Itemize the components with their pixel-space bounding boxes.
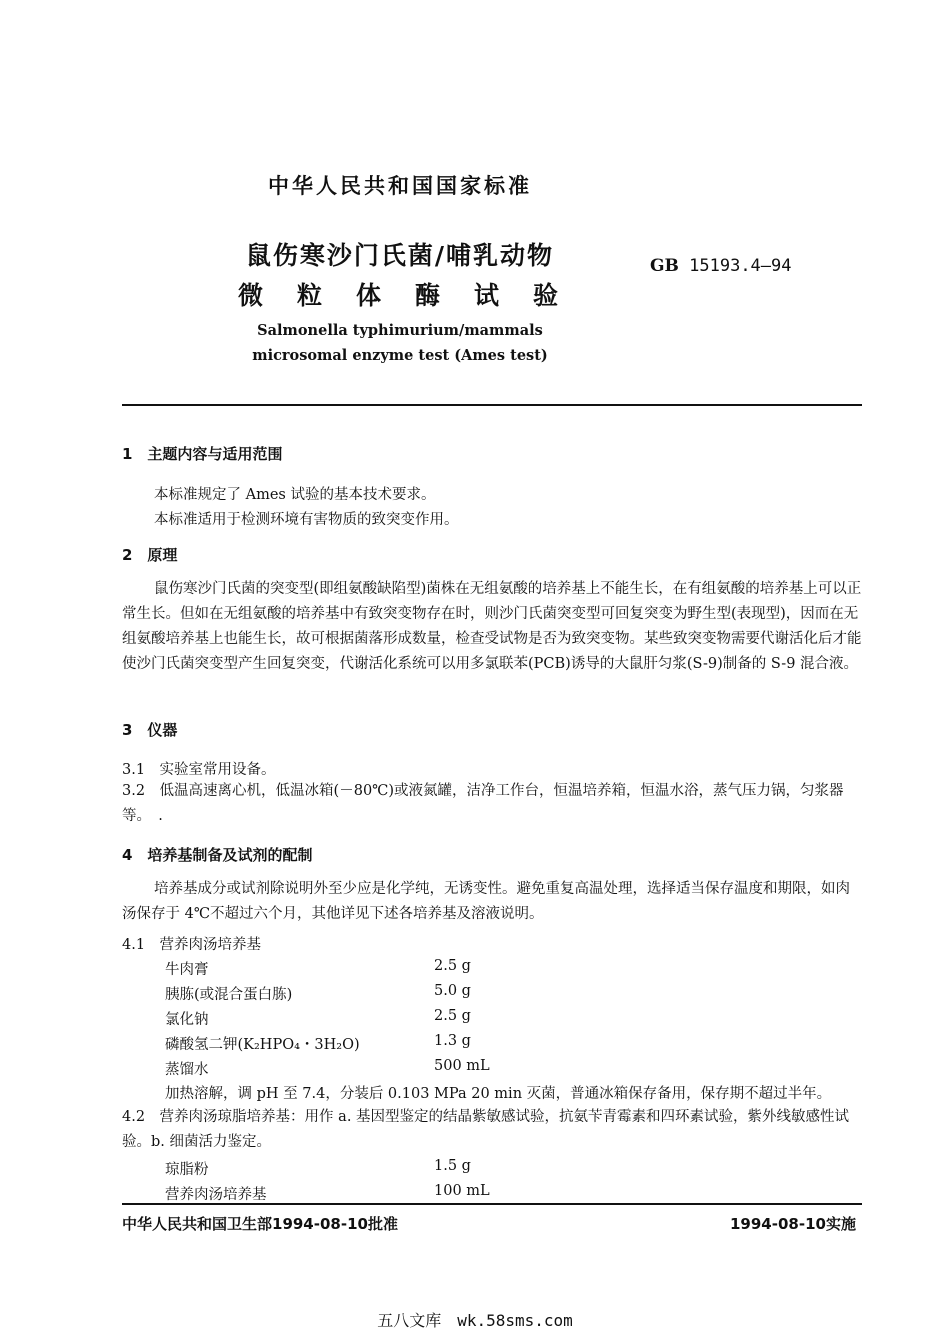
section-4-2-paragraph: 4.2 营养肉汤琼脂培养基：用作 a. 基因型鉴定的结晶紫敏感试验，抗氨苄青霉素和四环素试验，紫外线敏感性试验。b. 细菌活力鉴定。: [122, 1109, 850, 1150]
section-3-1: 3.1 实验室常用设备。: [122, 762, 276, 778]
section-4-heading: 4 培养基制备及试剂的配制: [122, 846, 313, 864]
recipe-item-name: 胰胨(或混合蛋白胨): [165, 987, 293, 1003]
recipe-item-amount: 1.5 g: [434, 1158, 471, 1174]
recipe-item-amount: 2.5 g: [434, 958, 471, 974]
header-rule: [122, 404, 862, 406]
recipe-item-amount: 500 mL: [434, 1058, 490, 1074]
english-title-line-1: Salmonella typhimurium/mammals: [257, 322, 543, 339]
recipe-item-amount: 5.0 g: [434, 983, 471, 999]
section-4-1-note: 加热溶解，调 pH 至 7.4，分装后 0.103 MPa 20 min 灭菌，普通冰箱保存备用，保存期不超过半年。: [165, 1086, 832, 1102]
approval-line: 中华人民共和国卫生部1994-08-10批准: [122, 1215, 398, 1233]
section-2-text: 鼠伤寒沙门氏菌的突变型(即组氨酸缺陷型)菌株在无组氨酸的培养基上不能生长，在有组氨酸的培养基上可以正常生长。但如在无组氨酸的培养基中有致突变物存在时，则沙门氏菌突变型可回复突变为野生型(表现型)，因而在无组氨酸培养基上也能生长，故可根据菌落形成数量，检查受试物是否为致突变物。某些致突变物需要代谢活化后才能使沙门氏菌突变型产生回复突变，代谢活化系统可以用多氯联苯(PCB)诱导的大鼠肝匀浆(S-9)制备的 S-9 混合液。: [122, 581, 862, 672]
section-1-paragraph-1: 本标准规定了 Ames 试验的基本技术要求。: [154, 487, 436, 503]
recipe-item-name: 蒸馏水: [165, 1062, 209, 1078]
section-4-1-heading: 4.1 营养肉汤培养基: [122, 937, 262, 953]
footer-rule: [122, 1203, 862, 1205]
recipe-item-amount: 1.3 g: [434, 1033, 471, 1049]
section-2-heading: 2 原理: [122, 546, 178, 564]
standard-organization: 中华人民共和国国家标准: [268, 174, 532, 198]
section-4-text: 培养基成分或试剂除说明外至少应是化学纯，无诱变性。避免重复高温处理，选择适当保存温度和期限，如肉汤保存于 4℃不超过六个月，其他详见下述各培养基及溶液说明。: [122, 881, 850, 922]
section-1-heading: 1 主题内容与适用范围: [122, 445, 283, 463]
section-2-paragraph: [122, 577, 862, 677]
recipe-item-amount: 100 mL: [434, 1183, 490, 1199]
watermark: 五八文库 wk.58sms.com: [377, 1311, 573, 1330]
effective-date-line: 1994-08-10实施: [730, 1215, 856, 1233]
recipe-item-name: 氯化钠: [165, 1012, 209, 1028]
recipe-item-name: 琼脂粉: [165, 1162, 209, 1178]
standard-code-number: 15193.4—94: [689, 256, 792, 276]
recipe-item-name: 磷酸氢二钾(K₂HPO₄・3H₂O): [165, 1037, 360, 1053]
recipe-item-name: 牛肉膏: [165, 962, 209, 978]
recipe-item-name: 营养肉汤培养基: [165, 1187, 267, 1203]
recipe-item-amount: 2.5 g: [434, 1008, 471, 1024]
section-1-paragraph-2: 本标准适用于检测环境有害物质的致突变作用。: [154, 512, 459, 528]
standard-code: [650, 256, 792, 276]
section-3-2: 3.2 低温高速离心机，低温冰箱(－80℃)或液氮罐，洁净工作台，恒温培养箱，恒温水浴，蒸气压力锅，匀浆器等。 .: [122, 783, 844, 824]
section-4-paragraph: [122, 877, 862, 927]
title-line-1: 鼠伤寒沙门氏菌/哺乳动物: [245, 241, 555, 270]
english-title-line-2: microsomal enzyme test (Ames test): [252, 347, 548, 364]
section-3-heading: 3 仪器: [122, 721, 178, 739]
title-line-2: 微粒体酶试验: [237, 281, 592, 310]
standard-code-prefix: GB: [650, 256, 679, 276]
